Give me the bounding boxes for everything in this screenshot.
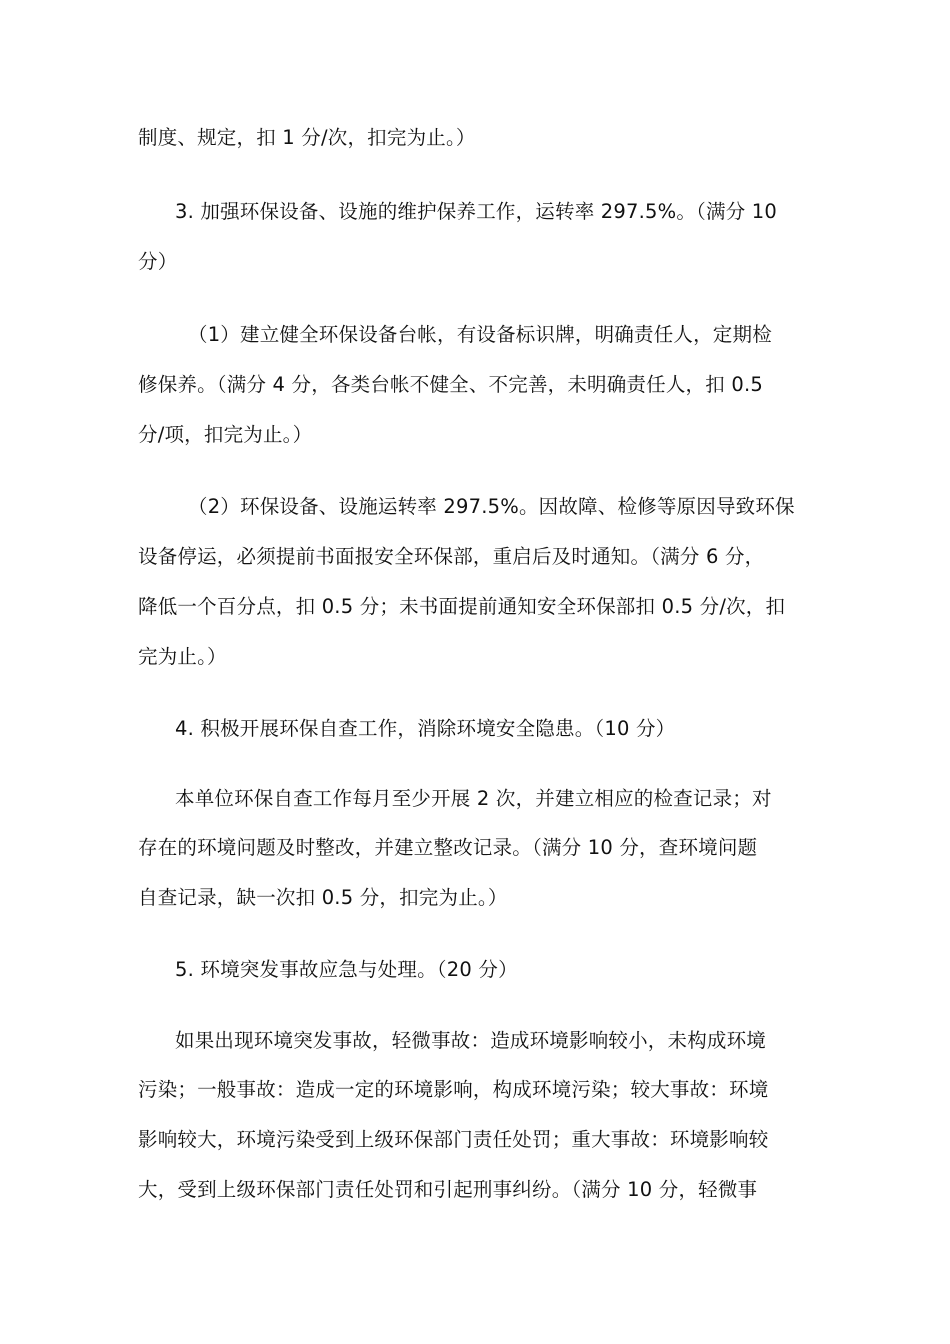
paragraph-line: 制度、规定，扣 1 分/次，扣完为止。）: [138, 126, 476, 149]
paragraph-line: 大，受到上级环保部门责任处罚和引起刑事纠纷。（满分 10 分，轻微事: [138, 1178, 758, 1201]
paragraph-line: 修保养。（满分 4 分，各类台帐不健全、不完善，未明确责任人，扣 0.5: [138, 373, 763, 396]
paragraph-line: 自查记录，缺一次扣 0.5 分，扣完为止。）: [138, 886, 508, 909]
paragraph-line: 如果出现环境突发事故，轻微事故：造成环境影响较小，未构成环境: [175, 1029, 767, 1052]
paragraph-line: 本单位环保自查工作每月至少开展 2 次，并建立相应的检查记录；对: [175, 787, 772, 810]
paragraph-line: 完为止。）: [138, 645, 227, 668]
paragraph-line: 影响较大，环境污染受到上级环保部门责任处罚；重大事故：环境影响较: [138, 1128, 769, 1151]
paragraph-line: 降低一个百分点，扣 0.5 分；未书面提前通知安全环保部扣 0.5 分/次，扣: [138, 595, 786, 618]
section-heading-3: 3. 加强环保设备、设施的维护保养工作，运转率 297.5%。（满分 10: [175, 200, 778, 223]
section-heading-5: 5. 环境突发事故应急与处理。（20 分）: [175, 958, 518, 981]
section-heading-4: 4. 积极开展环保自查工作，消除环境安全隐患。（10 分）: [175, 717, 676, 740]
paragraph-line: 分/项，扣完为止。）: [138, 423, 313, 446]
paragraph-line: 分）: [138, 250, 178, 273]
sub-item-2: （2）环保设备、设施运转率 297.5%。因故障、检修等原因导致环保: [188, 495, 795, 518]
sub-item-1: （1）建立健全环保设备台帐，有设备标识牌，明确责任人，定期检: [188, 323, 772, 346]
paragraph-line: 污染；一般事故：造成一定的环境影响，构成环境污染；较大事故：环境: [138, 1078, 769, 1101]
paragraph-line: 存在的环境问题及时整改，并建立整改记录。（满分 10 分，查环境问题: [138, 836, 758, 859]
paragraph-line: 设备停运，必须提前书面报安全环保部，重启后及时通知。（满分 6 分，: [138, 545, 765, 568]
